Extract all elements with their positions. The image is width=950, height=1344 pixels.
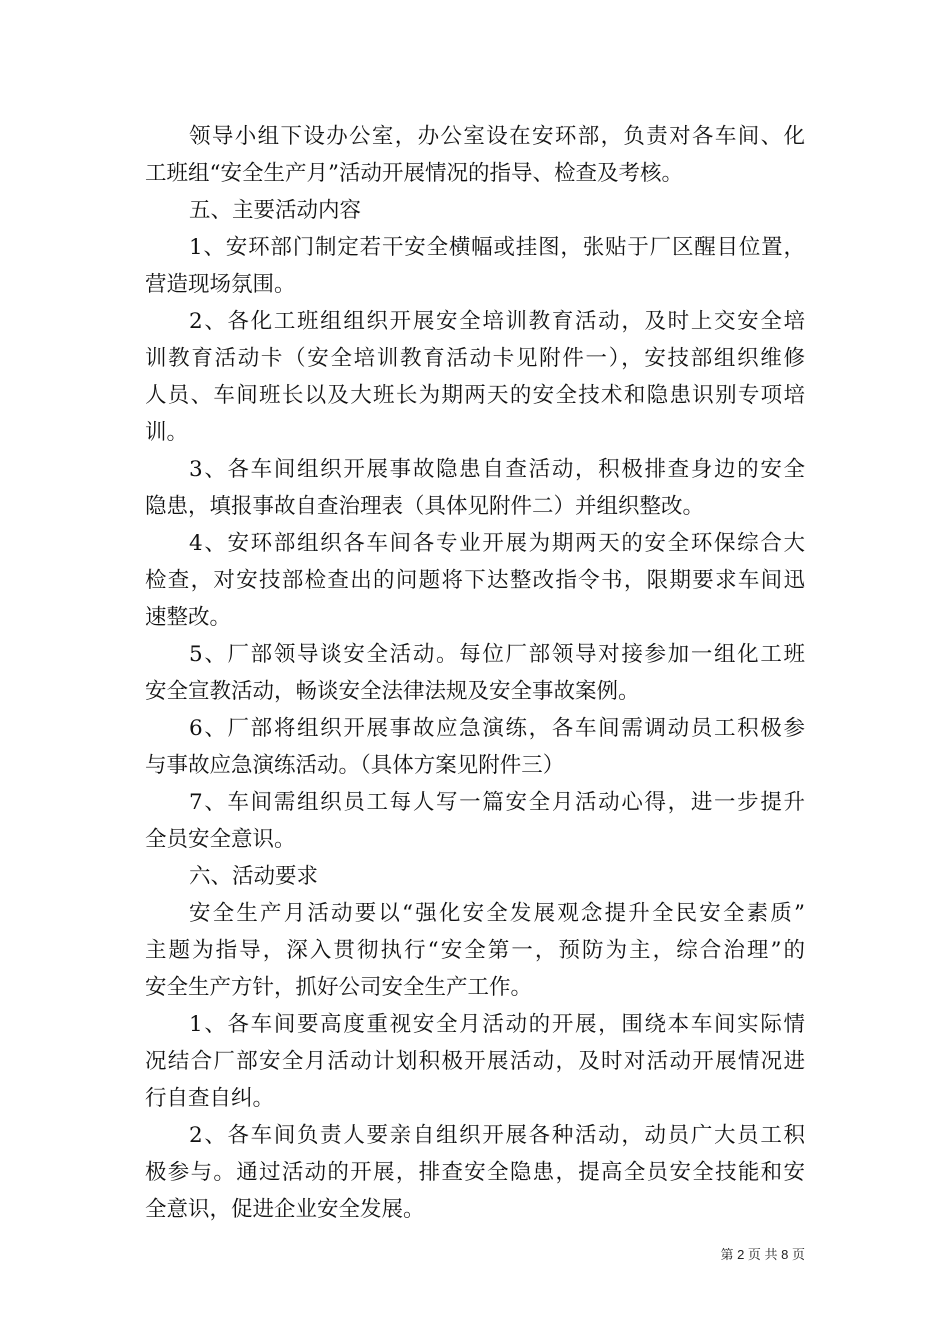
text-line: 1、安环部门制定若干安全横幅或挂图，张贴于厂区醒目位置， [189, 235, 805, 260]
paragraph [145, 118, 805, 192]
paragraph [145, 895, 805, 1006]
paragraph [145, 1006, 805, 1117]
paragraph [145, 710, 805, 784]
text-line: 训。 [145, 420, 189, 445]
text-line: 营造现场氛围。 [145, 272, 296, 297]
text-line: 五、主要活动内容 [189, 198, 362, 223]
text-line: 2、各化工班组组织开展安全培训教育活动，及时上交安全培 [189, 309, 805, 334]
text-line: 领导小组下设办公室，办公室设在安环部，负责对各车间、化 [189, 124, 805, 149]
text-line: 主题为指导，深入贯彻执行“安全第一，预防为主，综合治理”的 [145, 938, 805, 963]
text-line: 7、车间需组织员工每人写一篇安全月活动心得，进一步提升 [189, 790, 805, 815]
paragraph [145, 636, 805, 710]
text-line: 4、安环部组织各车间各专业开展为期两天的安全环保综合大 [189, 531, 805, 556]
text-line: 5、厂部领导谈安全活动。每位厂部领导对接参加一组化工班 [189, 642, 805, 667]
paragraph [145, 784, 805, 858]
text-line: 6、厂部将组织开展事故应急演练，各车间需调动员工积极参 [189, 716, 805, 741]
text-line: 1、各车间要高度重视安全月活动的开展，围绕本车间实际情 [189, 1012, 805, 1037]
page-number: 第 2 页 共 8 页 [720, 1247, 805, 1262]
paragraph [145, 303, 805, 451]
text-line: 3、各车间组织开展事故隐患自查活动，积极排查身边的安全 [189, 457, 805, 482]
paragraph [145, 192, 805, 229]
text-line: 2、各车间负责人要亲自组织开展各种活动，动员广大员工积 [189, 1123, 805, 1148]
paragraph [145, 525, 805, 636]
text-line: 安全生产月活动要以“强化安全发展观念提升全民安全素质” [189, 901, 805, 926]
text-line: 全意识，促进企业安全发展。 [145, 1197, 425, 1222]
text-line: 安全生产方针，抓好公司安全生产工作。 [145, 975, 533, 1000]
text-line: 与事故应急演练活动。（具体方案见附件三） [145, 753, 565, 778]
text-line: 检查，对安技部检查出的问题将下达整改指令书，限期要求车间迅 [145, 568, 805, 593]
document-body [145, 118, 805, 1228]
text-line: 人员、车间班长以及大班长为期两天的安全技术和隐患识别专项培 [145, 383, 805, 408]
text-line: 六、活动要求 [189, 864, 319, 889]
text-line: 工班组“安全生产月”活动开展情况的指导、检查及考核。 [145, 161, 683, 186]
text-line: 速整改。 [145, 605, 232, 630]
text-line: 况结合厂部安全月活动计划积极开展活动，及时对活动开展情况进 [145, 1049, 805, 1074]
text-line: 极参与。通过活动的开展，排查安全隐患，提高全员安全技能和安 [145, 1160, 805, 1185]
paragraph [145, 229, 805, 303]
text-line: 训教育活动卡（安全培训教育活动卡见附件一），安技部组织维修 [145, 346, 805, 371]
text-line: 行自查自纠。 [145, 1086, 275, 1111]
text-line: 安全宣教活动，畅谈安全法律法规及安全事故案例。 [145, 679, 640, 704]
text-line: 全员安全意识。 [145, 827, 296, 852]
text-line: 隐患，填报事故自查治理表（具体见附件二）并组织整改。 [145, 494, 705, 519]
paragraph [145, 451, 805, 525]
paragraph [145, 1117, 805, 1228]
paragraph [145, 858, 805, 895]
